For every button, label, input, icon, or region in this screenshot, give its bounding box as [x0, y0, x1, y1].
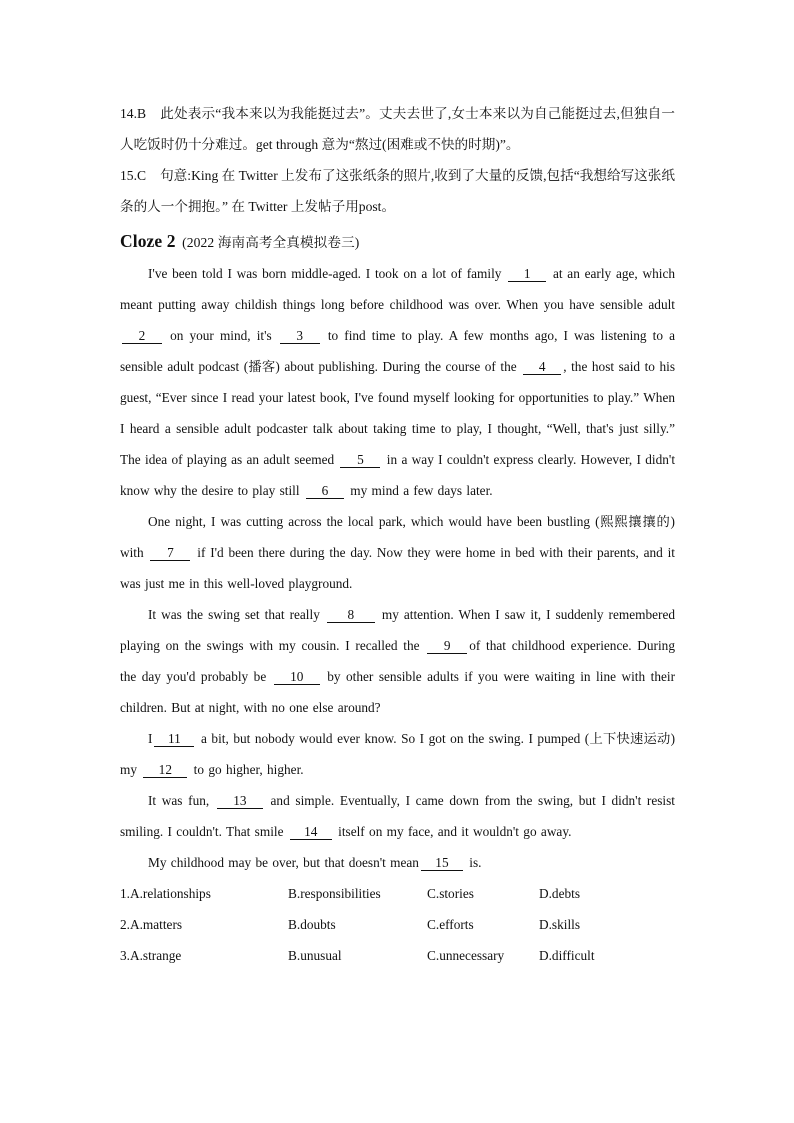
option-a-text: A.relationships — [129, 886, 211, 901]
option-a-text: A.strange — [129, 948, 182, 963]
options-list — [120, 878, 675, 971]
cloze-blank: 10 — [274, 670, 320, 685]
cloze-blank: 2 — [122, 329, 162, 344]
passage-text: to find time to play. A few months ago, I was listening to a sensible adult podcast (播客) about publishing. During the course of the — [120, 328, 675, 374]
passage-text: and simple. Eventually, I came down from the swing, but I didn't resist smiling. I couldn't. That smile — [120, 793, 675, 839]
passage-text: my mind a few days later. — [345, 483, 493, 498]
option-a-text: A.matters — [129, 917, 183, 932]
cloze-blank: 14 — [290, 825, 332, 840]
option-row — [120, 909, 675, 940]
cloze-title: Cloze 2 — [120, 231, 176, 251]
option-d: D.debts — [539, 886, 580, 901]
option-row — [120, 940, 675, 971]
cloze-blank: 12 — [143, 763, 187, 778]
option-b: B.doubts — [288, 917, 336, 932]
cloze-blank: 15 — [421, 856, 463, 871]
option-c: C.efforts — [427, 917, 474, 932]
answer-label: 15.C — [120, 168, 147, 183]
passage-text: , the host said to his guest, “Ever since I read your latest book, I've found myself looking for opportunities to play.” When I heard a sensible adult podcaster talk about taking time to play, I thought, “Well, that's just silly.” The idea of playing as an adult seemed — [120, 359, 675, 467]
option-row — [120, 878, 675, 909]
option-c: C.unnecessary — [427, 948, 505, 963]
option-a — [120, 940, 288, 971]
passage-paragraph — [120, 847, 675, 878]
passage-text: if I'd been there during the day. Now they were home in bed with their parents, and it was just me in this well-loved playground. — [120, 545, 675, 591]
passage-text: itself on my face, and it wouldn't go away. — [333, 824, 572, 839]
passage-text: of that childhood experience. During the day you'd probably be — [120, 638, 675, 684]
cloze-blank: 8 — [327, 608, 375, 623]
cloze-blank: 7 — [150, 546, 190, 561]
cloze-blank: 1 — [508, 267, 546, 282]
passage-text: It was the swing set that really — [148, 607, 325, 622]
passage-text: at an early age, which meant putting away childish things long before childhood was over. When you have sensible adult — [120, 266, 675, 312]
answer-15 — [120, 160, 675, 222]
cloze-blank: 13 — [217, 794, 263, 809]
cloze-blank: 4 — [523, 360, 561, 375]
passage-text: my attention. When I saw it, I suddenly remembered playing on the swings with my cousin. I recalled the — [120, 607, 675, 653]
passage-text: One night, I was cutting across the local park, which would have been bustling (熙熙攘攘的) with — [120, 514, 675, 560]
cloze-blank: 5 — [340, 453, 380, 468]
cloze-blank: 6 — [306, 484, 344, 499]
cloze-blank: 9 — [427, 639, 467, 654]
cloze-heading — [120, 224, 675, 258]
option-d: D.skills — [539, 917, 581, 932]
passage-paragraph — [120, 258, 675, 506]
option-a — [120, 909, 288, 940]
answer-explanations — [120, 98, 675, 222]
answer-14 — [120, 98, 675, 160]
document-page — [120, 98, 675, 971]
question-number: 1. — [120, 886, 130, 901]
option-c: C.stories — [427, 886, 474, 901]
option-b: B.responsibilities — [288, 886, 381, 901]
passage-text: on your mind, it's — [164, 328, 278, 343]
passage-paragraph — [120, 506, 675, 599]
question-number: 2. — [120, 917, 130, 932]
option-a — [120, 878, 288, 909]
answer-text: 此处表示“我本来以为我能挺过去”。丈夫去世了,女士本来以为自己能挺过去,但独自一人吃饭时仍十分难过。get through 意为“熬过(困难或不快的时期)”。 — [120, 106, 675, 152]
passage-text: by other sensible adults if you were waiting in line with their children. But at night, with no one else around? — [120, 669, 675, 715]
passage-text: I've been told I was born middle-aged. I took on a lot of family — [148, 266, 507, 281]
passage-text: in a way I couldn't express clearly. However, I didn't know why the desire to play still — [120, 452, 676, 498]
option-b: B.unusual — [288, 948, 342, 963]
passage-text: is. — [464, 855, 482, 870]
cloze-blank: 3 — [280, 329, 320, 344]
answer-text: 句意:King 在 Twitter 上发布了这张纸条的照片,收到了大量的反馈,包括“我想给写这张纸条的人一个拥抱。” 在 Twitter 上发帖子用post。 — [120, 168, 675, 214]
cloze-blank: 11 — [154, 732, 194, 747]
passage-text: to go higher, higher. — [189, 762, 304, 777]
cloze-passage — [120, 258, 675, 878]
cloze-source: (2022 海南高考全真模拟卷三) — [182, 235, 360, 250]
passage-paragraph — [120, 785, 675, 847]
answer-label: 14.B — [120, 106, 147, 121]
option-d: D.difficult — [539, 948, 595, 963]
passage-paragraph — [120, 723, 675, 785]
passage-paragraph — [120, 599, 675, 723]
passage-text: It was fun, — [148, 793, 215, 808]
passage-text: a bit, but nobody would ever know. So I got on the swing. I pumped (上下快速运动) my — [120, 731, 675, 777]
passage-text: I — [148, 731, 153, 746]
passage-text: My childhood may be over, but that doesn't mean — [148, 855, 419, 870]
question-number: 3. — [120, 948, 130, 963]
